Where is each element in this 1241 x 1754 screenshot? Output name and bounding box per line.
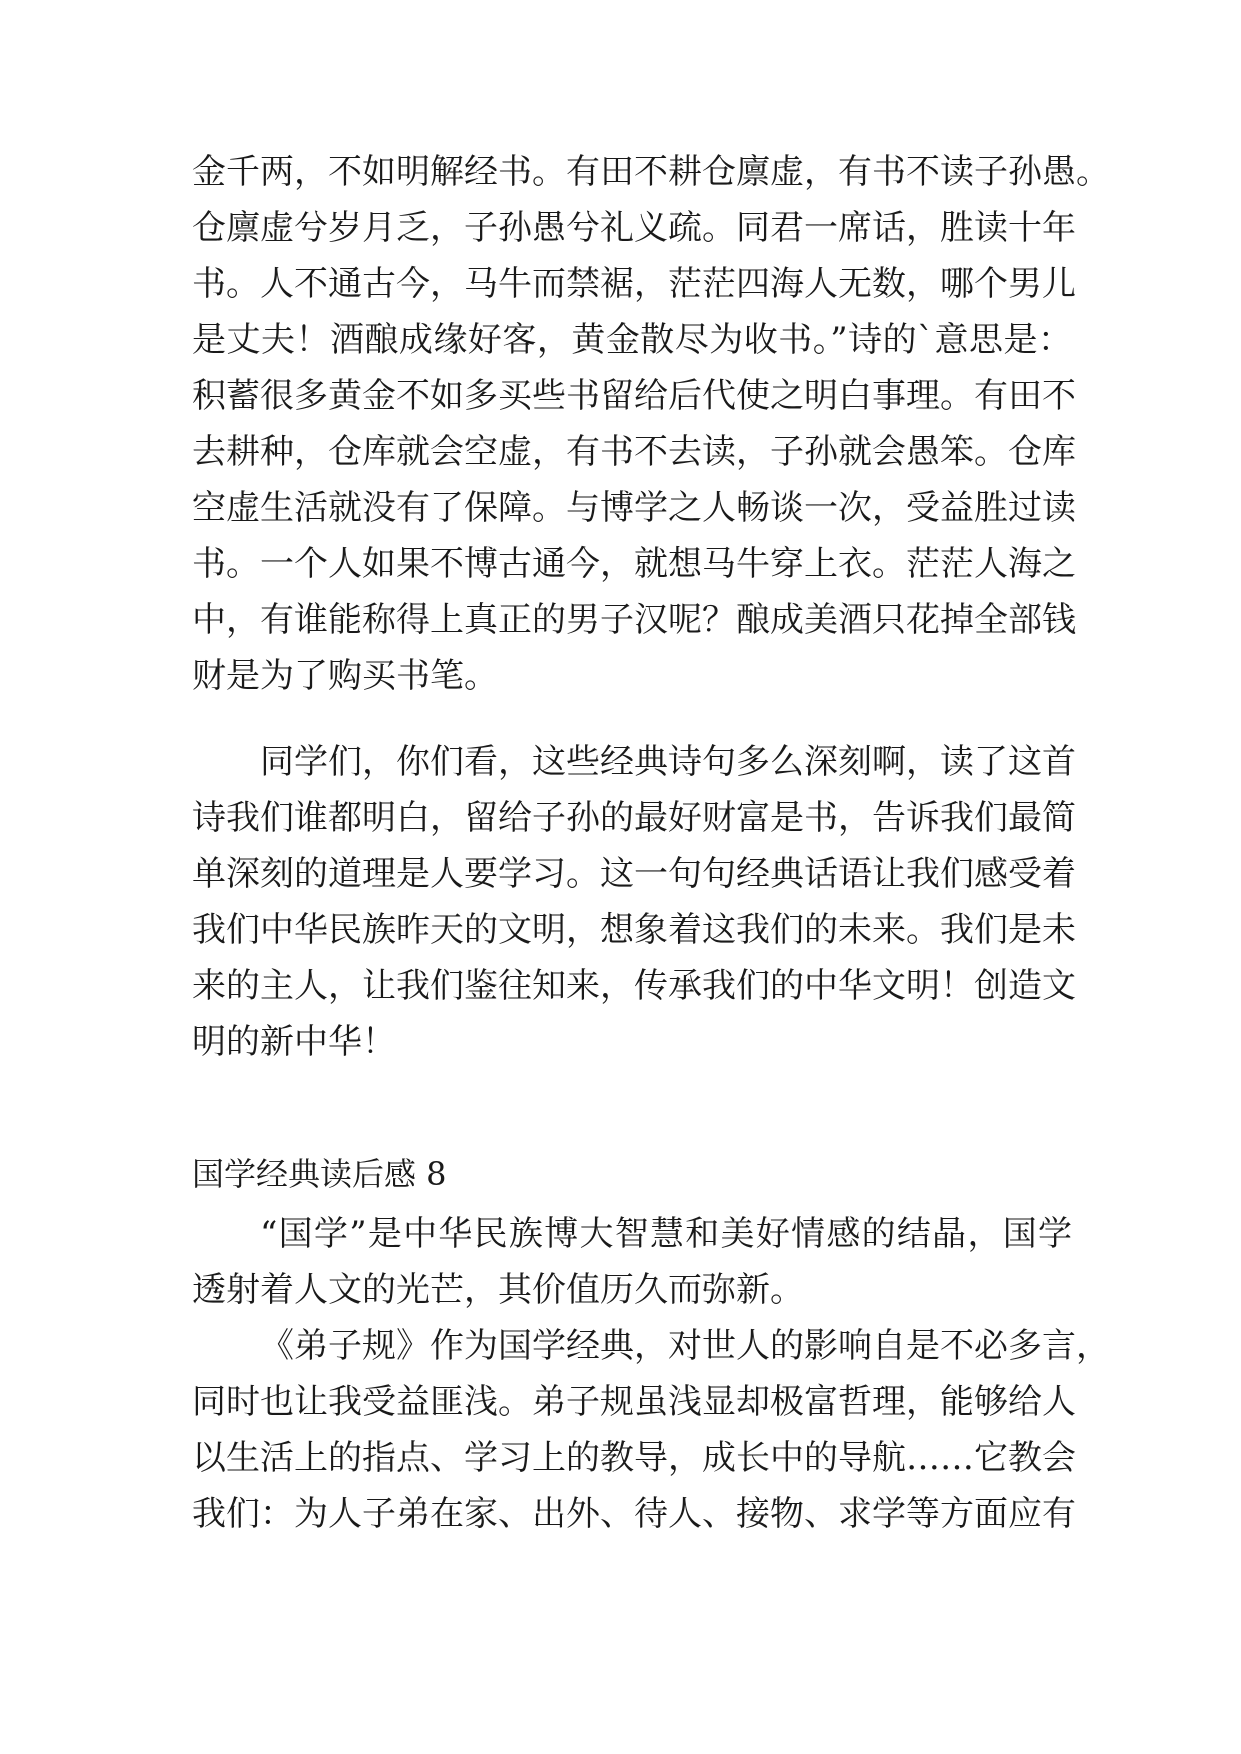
text-line: 书。一个人如果不博古通今，就想马牛穿上衣。茫茫人海之 [192, 544, 1076, 584]
paragraph-first-line: 同学们，你们看，这些经典诗句多么深刻啊，读了这首 [260, 742, 1076, 782]
text-line: 仓廪虚兮岁月乏，子孙愚兮礼义疏。同君一席话，胜读十年 [192, 208, 1076, 248]
text-line: 书。人不通古今，马牛而禁裾，茫茫四海人无数，哪个男儿 [192, 264, 1076, 304]
paragraph-first-line: “国学”是中华民族博大智慧和美好情感的结晶，国学 [260, 1214, 1072, 1254]
text-line: 金千两，不如明解经书。有田不耕仓廪虚，有书不读子孙愚。 [192, 152, 1110, 192]
text-line: 诗我们谁都明白，留给子孙的最好财富是书，告诉我们最简 [192, 798, 1076, 838]
section-title: 国学经典读后感 8 [192, 1155, 447, 1193]
text-line: 财是为了购买书笔。 [192, 656, 498, 696]
text-line: 我们：为人子弟在家、出外、待人、接物、求学等方面应有 [192, 1494, 1076, 1534]
text-line: 同时也让我受益匪浅。弟子规虽浅显却极富哲理，能够给人 [192, 1382, 1076, 1422]
paragraph-first-line: 《弟子规》作为国学经典，对世人的影响自是不必多言， [260, 1326, 1110, 1366]
text-line: 空虚生活就没有了保障。与博学之人畅谈一次，受益胜过读 [192, 488, 1076, 528]
text-line: 是丈夫！酒酿成缘好客，黄金散尽为收书。”诗的`意思是： [192, 320, 1072, 360]
text-line: 透射着人文的光芒，其价值历久而弥新。 [192, 1270, 804, 1310]
text-line: 去耕种，仓库就会空虚，有书不去读，子孙就会愚笨。仓库 [192, 432, 1076, 472]
text-line: 我们中华民族昨天的文明，想象着这我们的未来。我们是未 [192, 910, 1076, 950]
text-line: 明的新中华！ [192, 1022, 396, 1062]
text-line: 以生活上的指点、学习上的教导，成长中的导航……它教会 [192, 1438, 1076, 1478]
text-line: 单深刻的道理是人要学习。这一句句经典话语让我们感受着 [192, 854, 1076, 894]
text-line: 来的主人，让我们鉴往知来，传承我们的中华文明！创造文 [192, 966, 1076, 1006]
text-line: 中，有谁能称得上真正的男子汉呢？酿成美酒只花掉全部钱 [192, 600, 1076, 640]
text-line: 积蓄很多黄金不如多买些书留给后代使之明白事理。有田不 [192, 376, 1076, 416]
